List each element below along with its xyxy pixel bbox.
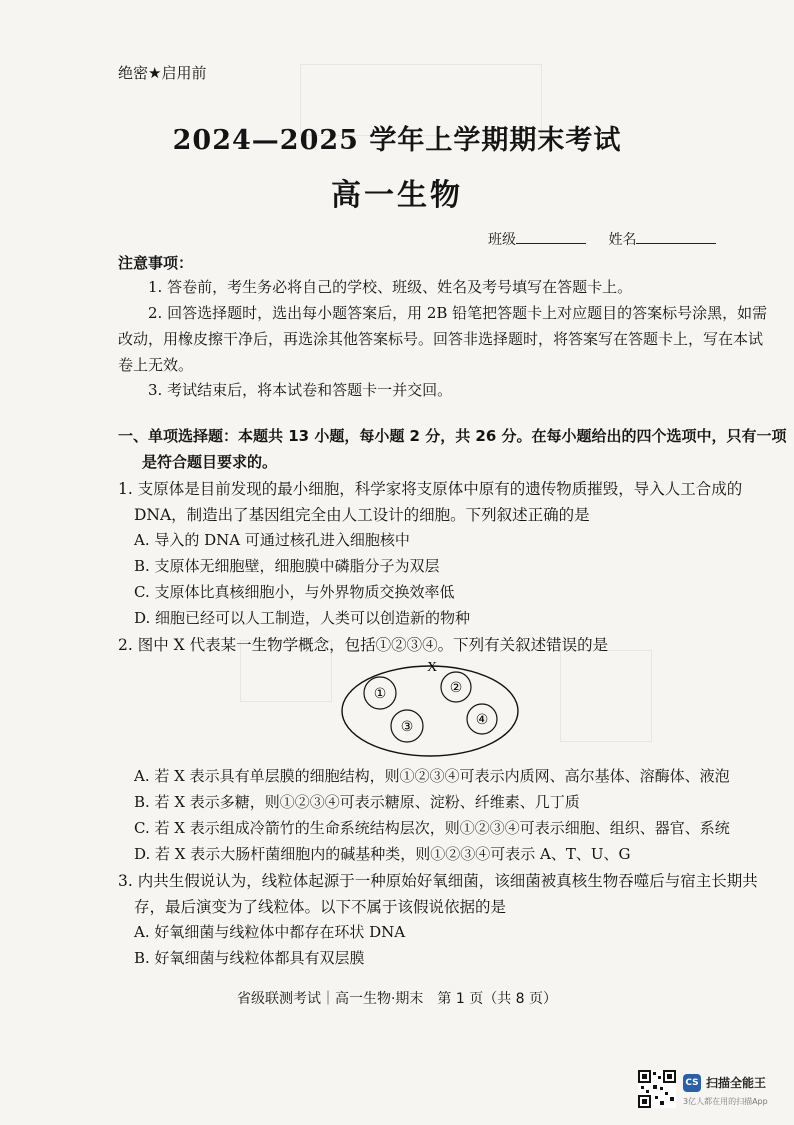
student-info-fields (488, 229, 716, 249)
notice-item: 3. 考试结束后，将本试卷和答题卡一并交回。 (148, 381, 453, 399)
concept-venn-diagram (340, 656, 520, 761)
question-1-stem: 1. 支原体是目前发现的最小细胞，科学家将支原体中原有的遗传物质摧毁，导入人工合成的 (118, 480, 743, 498)
question-2-stem: 2. 图中 X 代表某一生物学概念，包括①②③④。下列有关叙述错误的是 (118, 636, 609, 654)
question-3-stem-cont: 存，最后演变为了线粒体。以下不属于该假说依据的是 (134, 898, 507, 916)
notice-item: 改动，用橡皮擦干净后，再选涂其他答案标号。回答非选择题时，将答案写在答题卡上，写在本试 (118, 330, 764, 348)
section-heading: 一、单项选择题：本题共 13 小题，每小题 2 分，共 26 分。在每小题给出的四个选项中，只有一项 (118, 427, 787, 445)
label-x: X (427, 660, 438, 675)
circle-1-label: ① (373, 686, 387, 702)
scanner-app-name: 扫描全能王 (706, 1076, 767, 1090)
question-2-option-c: C. 若 X 表示组成冷箭竹的生命系统结构层次，则①②③④可表示细胞、组织、器官、系统 (134, 819, 730, 837)
question-1-stem-cont: DNA，制造出了基因组完全由人工设计的细胞。下列叙述正确的是 (134, 506, 590, 524)
class-label: 班级 (488, 232, 516, 248)
scanner-tagline: 3亿人都在用的扫描App (683, 1097, 768, 1106)
class-blank (516, 231, 586, 244)
camscanner-logo-icon: CS (683, 1074, 701, 1092)
question-1-option-b: B. 支原体无细胞壁，细胞膜中磷脂分子为双层 (134, 557, 440, 575)
question-3-stem: 3. 内共生假说认为，线粒体起源于一种原始好氧细菌，该细菌被真核生物吞噬后与宿主长期共 (118, 872, 758, 890)
exam-subject: 高一生物 (331, 178, 463, 213)
question-3-option-b: B. 好氧细菌与线粒体都具有双层膜 (134, 949, 365, 967)
question-2-option-d: D. 若 X 表示大肠杆菌细胞内的碱基种类，则①②③④可表示 A、T、U、G (134, 845, 631, 863)
question-2-option-b: B. 若 X 表示多糖，则①②③④可表示糖原、淀粉、纤维素、几丁质 (134, 793, 580, 811)
name-blank (636, 231, 716, 244)
question-2-option-a: A. 若 X 表示具有单层膜的细胞结构，则①②③④可表示内质网、高尔基体、溶酶体、液泡 (134, 767, 730, 785)
question-3-option-a: A. 好氧细菌与线粒体中都存在环状 DNA (134, 923, 406, 941)
bleed-through-mark (560, 650, 652, 742)
notice-heading: 注意事项： (118, 254, 194, 272)
question-1-option-a: A. 导入的 DNA 可通过核孔进入细胞核中 (134, 531, 410, 549)
circle-4-label: ④ (475, 712, 489, 728)
section-heading-cont: 是符合题目要求的。 (142, 453, 278, 471)
notice-item: 卷上无效。 (118, 356, 194, 374)
qr-code-icon (638, 1070, 676, 1108)
notice-item: 1. 答卷前，考生务必将自己的学校、班级、姓名及考号填写在答题卡上。 (148, 278, 633, 296)
circle-3-label: ③ (400, 719, 414, 735)
circle-2-label: ② (449, 680, 463, 696)
confidential-label: 绝密★启用前 (118, 64, 207, 82)
notice-item: 2. 回答选择题时，选出每小题答案后，用 2B 铅笔把答题卡上对应题目的答案标号涂黑，如需 (148, 304, 768, 322)
name-label: 姓名 (608, 232, 637, 248)
outer-ellipse-x (342, 666, 518, 756)
page-footer: 省级联测考试｜高一生物·期末 第 1 页（共 8 页） (236, 991, 558, 1007)
question-1-option-c: C. 支原体比真核细胞小，与外界物质交换效率低 (134, 583, 455, 601)
exam-title: 2024—2025 学年上学期期末考试 (172, 125, 622, 156)
question-1-option-d: D. 细胞已经可以人工制造，人类可以创造新的物种 (134, 609, 471, 627)
